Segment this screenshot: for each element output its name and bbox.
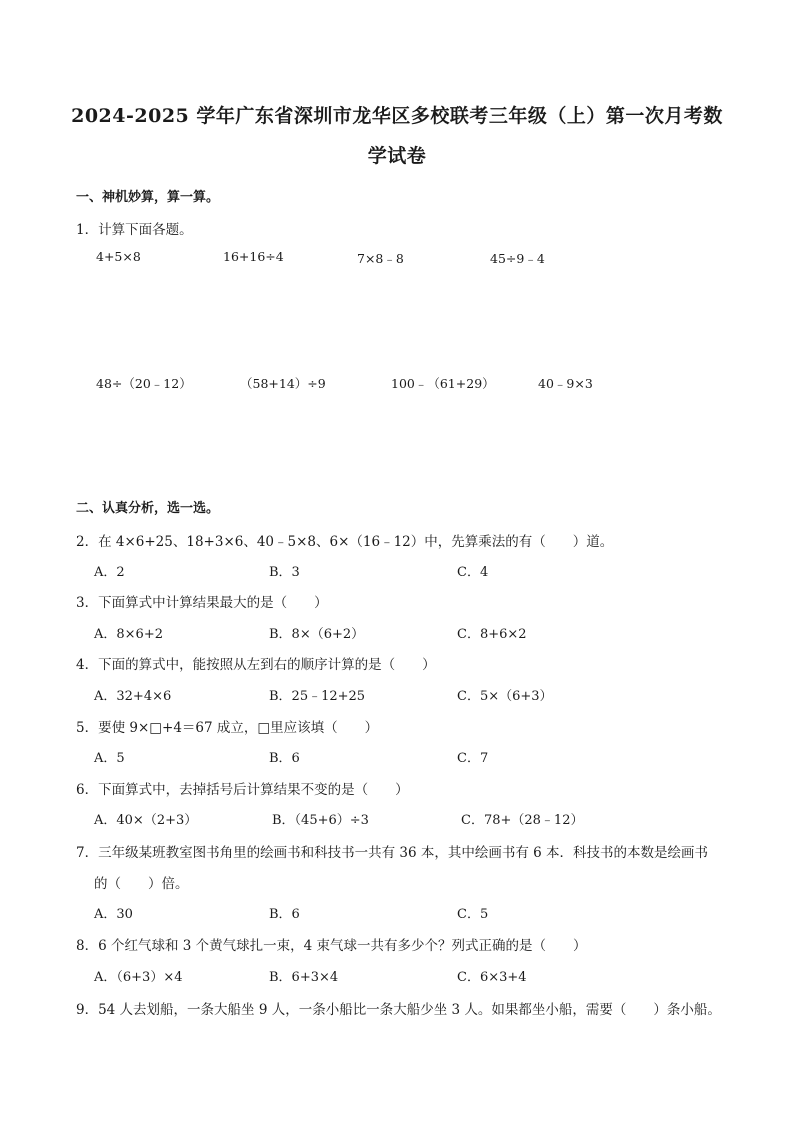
question-8-option-c[interactable]: C．6×3+4 <box>457 970 527 985</box>
question-7-option-a[interactable]: A．30 <box>94 907 133 922</box>
question-2-option-b[interactable]: B．3 <box>269 565 300 580</box>
question-6-option-c[interactable]: C．78+（28﹣12） <box>461 813 584 828</box>
question-3-option-c[interactable]: C．8+6×2 <box>457 627 527 642</box>
page-title-line-1: 2024-2025 学年广东省深圳市龙华区多校联考三年级（上）第一次月考数 <box>71 105 723 127</box>
q1-expression: 48÷（20﹣12） <box>96 376 192 391</box>
q1-expression: 40﹣9×3 <box>538 376 593 391</box>
question-6-text: 6．下面算式中，去掉括号后计算结果不变的是（ ） <box>76 782 409 798</box>
question-2-option-a[interactable]: A．2 <box>94 565 125 580</box>
question-5-option-c[interactable]: C．7 <box>457 751 489 766</box>
question-2-option-c[interactable]: C．4 <box>457 565 489 580</box>
question-1-text: 1．计算下面各题。 <box>76 222 193 238</box>
q1-expression: 45÷9﹣4 <box>490 251 545 266</box>
question-5-text: 5．要使 9×□+4＝67 成立，□里应该填（ ） <box>76 720 379 736</box>
question-9-text: 9．54 人去划船，一条大船坐 9 人，一条小船比一条大船少坐 3 人。如果都坐小船，需要（ ）条小船。 <box>76 1002 721 1018</box>
q1-expression: （58+14）÷9 <box>240 376 326 391</box>
question-5-option-b[interactable]: B．6 <box>269 751 300 766</box>
question-5-option-a[interactable]: A．5 <box>94 751 125 766</box>
question-4-text: 4．下面的算式中，能按照从左到右的顺序计算的是（ ） <box>76 657 436 673</box>
question-4-option-c[interactable]: C．5×（6+3） <box>457 689 553 704</box>
q1-expression: 7×8﹣8 <box>357 251 404 266</box>
question-6-option-a[interactable]: A．40×（2+3） <box>94 813 198 828</box>
q1-expression: 16+16÷4 <box>223 249 284 264</box>
question-3-text: 3．下面算式中计算结果最大的是（ ） <box>76 595 328 611</box>
question-3-option-b[interactable]: B．8×（6+2） <box>269 627 365 642</box>
question-4-option-a[interactable]: A．32+4×6 <box>94 689 172 704</box>
question-7-text-continued: 的（ ）倍。 <box>94 876 189 892</box>
question-7-option-c[interactable]: C．5 <box>457 907 489 922</box>
question-6-option-b[interactable]: B．（45+6）÷3 <box>272 813 369 828</box>
q1-expression: 100﹣（61+29） <box>391 376 495 391</box>
question-4-option-b[interactable]: B．25﹣12+25 <box>269 689 366 704</box>
section-heading-1: 一、神机妙算，算一算。 <box>76 190 220 205</box>
question-2-text: 2．在 4×6+25、18+3×6、40﹣5×8、6×（16﹣12）中，先算乘法的有（ ）道。 <box>76 534 614 550</box>
question-8-option-b[interactable]: B．6+3×4 <box>269 970 339 985</box>
q1-expression: 4+5×8 <box>96 249 141 264</box>
question-7-option-b[interactable]: B．6 <box>269 907 300 922</box>
section-heading-2: 二、认真分析，选一选。 <box>76 501 220 516</box>
question-8-text: 8．6 个红气球和 3 个黄气球扎一束，4 束气球一共有多少个？列式正确的是（ ） <box>76 938 587 954</box>
question-8-option-a[interactable]: A．（6+3）×4 <box>94 970 183 985</box>
question-3-option-a[interactable]: A．8×6+2 <box>94 627 163 642</box>
question-7-text: 7．三年级某班教室图书角里的绘画书和科技书一共有 36 本，其中绘画书有 6 本．科技书的本数是绘画书 <box>76 845 709 861</box>
page-title-line-2: 学试卷 <box>367 145 427 167</box>
